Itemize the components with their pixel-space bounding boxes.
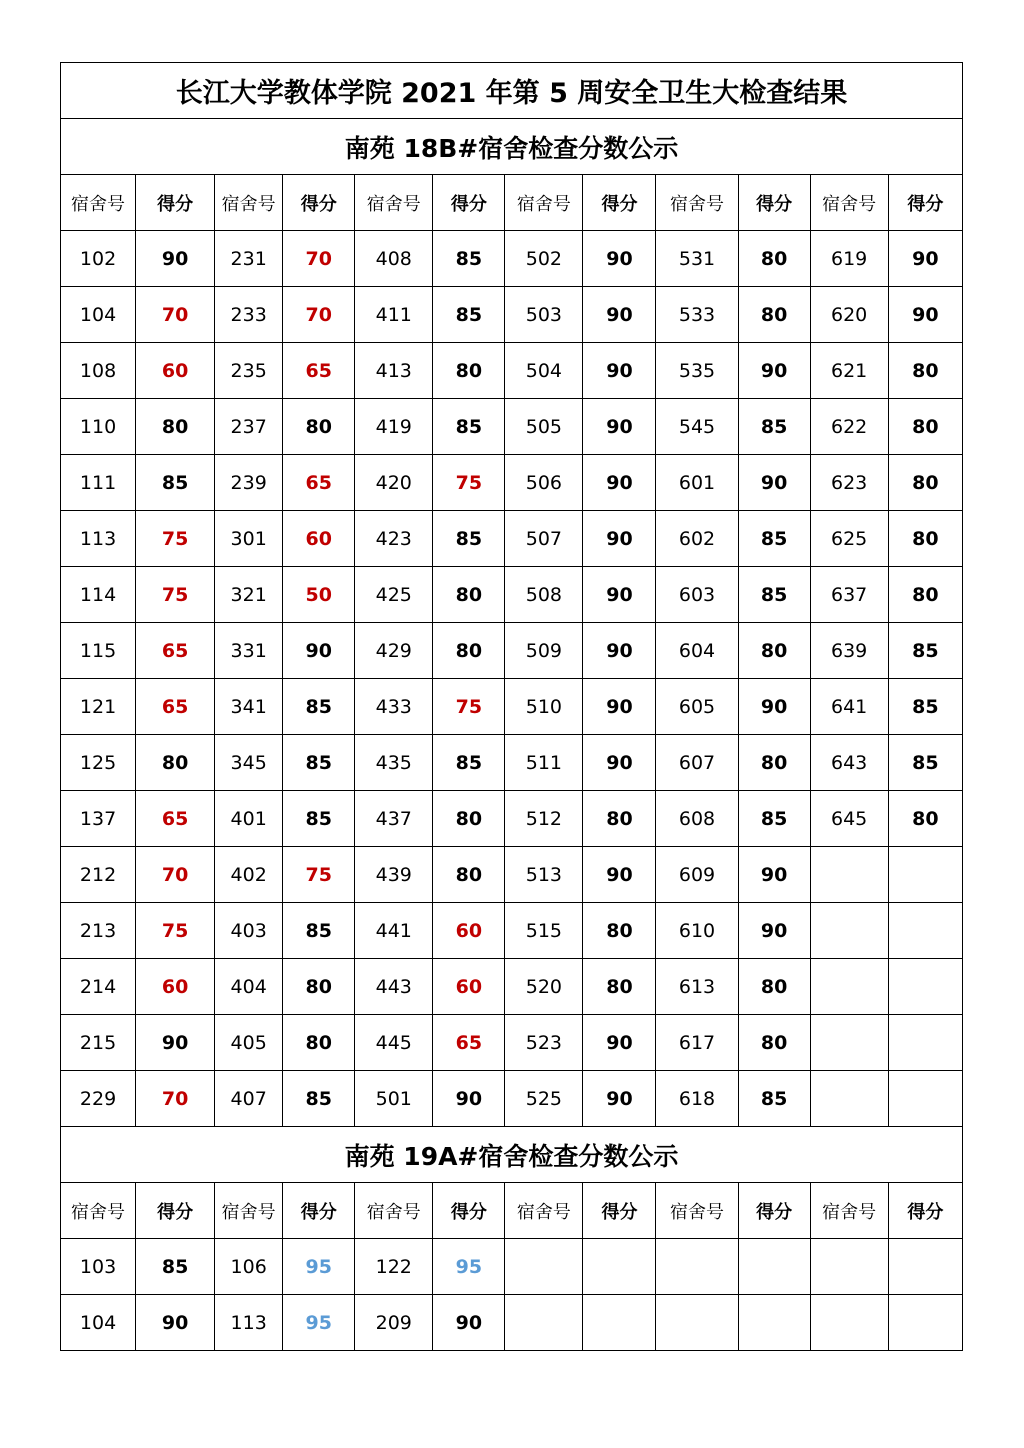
score-cell: 65	[283, 343, 355, 399]
score-cell: 85	[738, 511, 810, 567]
score-cell: 75	[433, 455, 505, 511]
room-number-cell: 401	[215, 791, 283, 847]
room-number-cell: 507	[505, 511, 583, 567]
room-number-cell: 321	[215, 567, 283, 623]
table-row	[61, 567, 963, 623]
score-cell: 75	[283, 847, 355, 903]
score-cell: 85	[283, 903, 355, 959]
room-number-cell: 508	[505, 567, 583, 623]
room-number-cell: 531	[656, 231, 738, 287]
room-number-cell: 209	[355, 1295, 433, 1351]
score-cell: 60	[433, 959, 505, 1015]
room-number-cell: 102	[61, 231, 136, 287]
table-row	[61, 847, 963, 903]
room-number-cell: 621	[810, 343, 888, 399]
score-cell: 60	[283, 511, 355, 567]
score-cell: 50	[283, 567, 355, 623]
score-cell: 85	[433, 511, 505, 567]
room-number-cell: 441	[355, 903, 433, 959]
room-number-cell: 405	[215, 1015, 283, 1071]
table-row	[61, 399, 963, 455]
room-number-cell: 641	[810, 679, 888, 735]
room-number-cell: 613	[656, 959, 738, 1015]
room-number-cell: 121	[61, 679, 136, 735]
score-cell: 90	[888, 287, 962, 343]
room-number-cell: 603	[656, 567, 738, 623]
room-number-cell: 617	[656, 1015, 738, 1071]
room-number-cell: 403	[215, 903, 283, 959]
room-number-cell: 341	[215, 679, 283, 735]
room-number-cell: 239	[215, 455, 283, 511]
room-number-cell: 605	[656, 679, 738, 735]
room-number-cell: 443	[355, 959, 433, 1015]
score-cell: 80	[433, 791, 505, 847]
header-score: 得分	[433, 175, 505, 231]
room-number-cell: 103	[61, 1239, 136, 1295]
room-number-cell: 113	[61, 511, 136, 567]
score-cell	[888, 959, 962, 1015]
score-cell: 80	[888, 511, 962, 567]
room-number-cell: 413	[355, 343, 433, 399]
header-room-no: 宿舍号	[810, 1183, 888, 1239]
table-row	[61, 1071, 963, 1127]
room-number-cell	[505, 1239, 583, 1295]
room-number-cell: 213	[61, 903, 136, 959]
score-cell: 80	[283, 959, 355, 1015]
score-cell: 90	[888, 231, 962, 287]
header-room-no: 宿舍号	[355, 175, 433, 231]
room-number-cell: 115	[61, 623, 136, 679]
header-score: 得分	[283, 175, 355, 231]
score-cell: 60	[433, 903, 505, 959]
room-number-cell: 420	[355, 455, 433, 511]
score-cell: 90	[583, 231, 656, 287]
header-score: 得分	[136, 175, 215, 231]
score-cell: 90	[433, 1295, 505, 1351]
room-number-cell	[810, 847, 888, 903]
room-number-cell: 607	[656, 735, 738, 791]
inspection-results-table	[60, 62, 963, 1351]
section-heading: 南苑 18B#宿舍检查分数公示	[61, 119, 963, 175]
room-number-cell: 114	[61, 567, 136, 623]
room-number-cell: 506	[505, 455, 583, 511]
table-row	[61, 511, 963, 567]
header-room-no: 宿舍号	[215, 175, 283, 231]
score-cell: 65	[136, 791, 215, 847]
header-room-no: 宿舍号	[656, 1183, 738, 1239]
score-cell: 70	[136, 847, 215, 903]
room-number-cell: 645	[810, 791, 888, 847]
room-number-cell: 545	[656, 399, 738, 455]
score-cell: 95	[283, 1239, 355, 1295]
room-number-cell: 433	[355, 679, 433, 735]
header-score: 得分	[888, 1183, 962, 1239]
table-row	[61, 343, 963, 399]
room-number-cell: 435	[355, 735, 433, 791]
room-number-cell: 111	[61, 455, 136, 511]
header-room-no: 宿舍号	[505, 175, 583, 231]
score-cell	[583, 1239, 656, 1295]
room-number-cell: 419	[355, 399, 433, 455]
room-number-cell: 602	[656, 511, 738, 567]
score-cell: 80	[583, 903, 656, 959]
header-room-no: 宿舍号	[355, 1183, 433, 1239]
score-cell: 90	[738, 455, 810, 511]
table-row	[61, 903, 963, 959]
table-row	[61, 959, 963, 1015]
score-cell: 80	[583, 791, 656, 847]
score-cell	[888, 1239, 962, 1295]
room-number-cell	[656, 1295, 738, 1351]
room-number-cell: 113	[215, 1295, 283, 1351]
room-number-cell: 610	[656, 903, 738, 959]
header-score: 得分	[433, 1183, 505, 1239]
table-row	[61, 1295, 963, 1351]
score-cell: 80	[738, 1015, 810, 1071]
room-number-cell: 512	[505, 791, 583, 847]
score-cell: 60	[136, 343, 215, 399]
score-cell: 75	[136, 903, 215, 959]
score-cell: 85	[283, 791, 355, 847]
score-cell: 85	[738, 1071, 810, 1127]
score-cell	[738, 1239, 810, 1295]
table-row	[61, 287, 963, 343]
room-number-cell: 445	[355, 1015, 433, 1071]
table-row	[61, 735, 963, 791]
header-room-no: 宿舍号	[61, 1183, 136, 1239]
score-cell: 80	[738, 735, 810, 791]
score-cell: 85	[283, 1071, 355, 1127]
score-cell: 85	[738, 567, 810, 623]
score-cell: 85	[283, 679, 355, 735]
header-score: 得分	[738, 175, 810, 231]
score-cell: 90	[583, 511, 656, 567]
room-number-cell: 511	[505, 735, 583, 791]
room-number-cell: 108	[61, 343, 136, 399]
score-cell: 90	[136, 231, 215, 287]
table-row	[61, 231, 963, 287]
score-cell: 90	[738, 343, 810, 399]
header-score: 得分	[888, 175, 962, 231]
room-number-cell: 510	[505, 679, 583, 735]
score-cell: 85	[888, 679, 962, 735]
room-number-cell: 509	[505, 623, 583, 679]
room-number-cell: 622	[810, 399, 888, 455]
header-score: 得分	[136, 1183, 215, 1239]
room-number-cell: 601	[656, 455, 738, 511]
room-number-cell: 214	[61, 959, 136, 1015]
score-cell: 65	[433, 1015, 505, 1071]
room-number-cell: 237	[215, 399, 283, 455]
score-cell: 60	[136, 959, 215, 1015]
score-cell: 95	[433, 1239, 505, 1295]
score-cell: 90	[583, 1015, 656, 1071]
room-number-cell: 437	[355, 791, 433, 847]
score-cell: 80	[433, 567, 505, 623]
score-cell: 90	[738, 903, 810, 959]
room-number-cell: 619	[810, 231, 888, 287]
score-cell	[888, 1015, 962, 1071]
room-number-cell: 503	[505, 287, 583, 343]
header-room-no: 宿舍号	[810, 175, 888, 231]
score-cell: 80	[433, 343, 505, 399]
score-cell: 85	[433, 287, 505, 343]
header-score: 得分	[283, 1183, 355, 1239]
score-cell: 90	[583, 623, 656, 679]
score-cell: 90	[136, 1015, 215, 1071]
room-number-cell: 643	[810, 735, 888, 791]
score-cell: 70	[283, 231, 355, 287]
room-number-cell: 533	[656, 287, 738, 343]
room-number-cell: 235	[215, 343, 283, 399]
room-number-cell: 137	[61, 791, 136, 847]
score-cell	[888, 1071, 962, 1127]
room-number-cell: 620	[810, 287, 888, 343]
room-number-cell: 618	[656, 1071, 738, 1127]
score-cell: 90	[583, 343, 656, 399]
room-number-cell: 425	[355, 567, 433, 623]
room-number-cell	[810, 1071, 888, 1127]
room-number-cell: 502	[505, 231, 583, 287]
header-room-no: 宿舍号	[215, 1183, 283, 1239]
room-number-cell: 535	[656, 343, 738, 399]
header-score: 得分	[738, 1183, 810, 1239]
room-number-cell: 639	[810, 623, 888, 679]
room-number-cell: 404	[215, 959, 283, 1015]
room-number-cell: 505	[505, 399, 583, 455]
room-number-cell	[810, 1295, 888, 1351]
score-cell: 80	[738, 623, 810, 679]
room-number-cell: 609	[656, 847, 738, 903]
score-cell: 80	[738, 287, 810, 343]
score-cell: 90	[583, 455, 656, 511]
room-number-cell: 110	[61, 399, 136, 455]
score-cell: 70	[283, 287, 355, 343]
score-cell: 80	[888, 343, 962, 399]
score-cell: 80	[888, 455, 962, 511]
room-number-cell: 407	[215, 1071, 283, 1127]
room-number-cell: 523	[505, 1015, 583, 1071]
score-cell: 90	[583, 1071, 656, 1127]
score-cell: 90	[283, 623, 355, 679]
room-number-cell: 637	[810, 567, 888, 623]
score-cell: 80	[738, 959, 810, 1015]
score-cell: 75	[136, 567, 215, 623]
score-cell: 90	[583, 287, 656, 343]
room-number-cell: 231	[215, 231, 283, 287]
room-number-cell: 525	[505, 1071, 583, 1127]
score-cell: 70	[136, 1071, 215, 1127]
room-number-cell: 504	[505, 343, 583, 399]
page-title: 长江大学教体学院 2021 年第 5 周安全卫生大检查结果	[61, 63, 963, 119]
score-cell: 95	[283, 1295, 355, 1351]
header-score: 得分	[583, 1183, 656, 1239]
score-cell: 90	[583, 399, 656, 455]
score-cell: 90	[738, 679, 810, 735]
room-number-cell: 520	[505, 959, 583, 1015]
score-cell: 85	[283, 735, 355, 791]
room-number-cell: 439	[355, 847, 433, 903]
room-number-cell: 331	[215, 623, 283, 679]
score-cell: 90	[583, 679, 656, 735]
room-number-cell	[810, 903, 888, 959]
room-number-cell: 501	[355, 1071, 433, 1127]
room-number-cell: 122	[355, 1239, 433, 1295]
room-number-cell: 125	[61, 735, 136, 791]
score-cell: 80	[738, 231, 810, 287]
room-number-cell: 604	[656, 623, 738, 679]
score-cell: 65	[283, 455, 355, 511]
room-number-cell: 402	[215, 847, 283, 903]
room-number-cell	[810, 1239, 888, 1295]
score-cell	[738, 1295, 810, 1351]
table-row	[61, 1239, 963, 1295]
score-cell: 85	[433, 399, 505, 455]
room-number-cell: 104	[61, 1295, 136, 1351]
room-number-cell: 411	[355, 287, 433, 343]
score-cell: 85	[738, 791, 810, 847]
score-cell: 85	[136, 1239, 215, 1295]
score-cell: 90	[583, 735, 656, 791]
table-row	[61, 791, 963, 847]
room-number-cell: 423	[355, 511, 433, 567]
score-cell: 80	[433, 847, 505, 903]
room-number-cell	[656, 1239, 738, 1295]
score-cell: 85	[433, 231, 505, 287]
score-cell: 85	[136, 455, 215, 511]
room-number-cell: 215	[61, 1015, 136, 1071]
table-row	[61, 623, 963, 679]
score-cell	[583, 1295, 656, 1351]
room-number-cell: 623	[810, 455, 888, 511]
room-number-cell: 301	[215, 511, 283, 567]
score-cell: 90	[738, 847, 810, 903]
score-cell: 70	[136, 287, 215, 343]
header-room-no: 宿舍号	[61, 175, 136, 231]
room-number-cell: 515	[505, 903, 583, 959]
score-cell: 80	[283, 399, 355, 455]
score-cell: 85	[888, 623, 962, 679]
score-cell: 80	[283, 1015, 355, 1071]
score-cell	[888, 903, 962, 959]
room-number-cell: 429	[355, 623, 433, 679]
score-cell: 80	[888, 399, 962, 455]
table-row	[61, 679, 963, 735]
header-room-no: 宿舍号	[656, 175, 738, 231]
section-heading: 南苑 19A#宿舍检查分数公示	[61, 1127, 963, 1183]
room-number-cell: 513	[505, 847, 583, 903]
score-cell: 90	[583, 847, 656, 903]
score-cell: 80	[888, 791, 962, 847]
room-number-cell: 212	[61, 847, 136, 903]
score-cell: 90	[433, 1071, 505, 1127]
room-number-cell: 104	[61, 287, 136, 343]
score-cell	[888, 1295, 962, 1351]
header-room-no: 宿舍号	[505, 1183, 583, 1239]
score-cell: 85	[738, 399, 810, 455]
score-cell: 90	[136, 1295, 215, 1351]
score-cell: 80	[888, 567, 962, 623]
score-cell	[888, 847, 962, 903]
score-cell: 75	[433, 679, 505, 735]
column-header-row	[61, 175, 963, 231]
score-cell: 85	[433, 735, 505, 791]
room-number-cell: 233	[215, 287, 283, 343]
score-cell: 85	[888, 735, 962, 791]
score-cell: 65	[136, 679, 215, 735]
score-cell: 65	[136, 623, 215, 679]
table-row	[61, 1015, 963, 1071]
table-row	[61, 455, 963, 511]
score-cell: 80	[583, 959, 656, 1015]
room-number-cell	[810, 959, 888, 1015]
header-score: 得分	[583, 175, 656, 231]
score-cell: 80	[433, 623, 505, 679]
room-number-cell	[505, 1295, 583, 1351]
room-number-cell	[810, 1015, 888, 1071]
column-header-row	[61, 1183, 963, 1239]
score-cell: 80	[136, 735, 215, 791]
score-cell: 80	[136, 399, 215, 455]
room-number-cell: 106	[215, 1239, 283, 1295]
room-number-cell: 608	[656, 791, 738, 847]
room-number-cell: 408	[355, 231, 433, 287]
score-cell: 90	[583, 567, 656, 623]
room-number-cell: 345	[215, 735, 283, 791]
score-cell: 75	[136, 511, 215, 567]
room-number-cell: 625	[810, 511, 888, 567]
room-number-cell: 229	[61, 1071, 136, 1127]
